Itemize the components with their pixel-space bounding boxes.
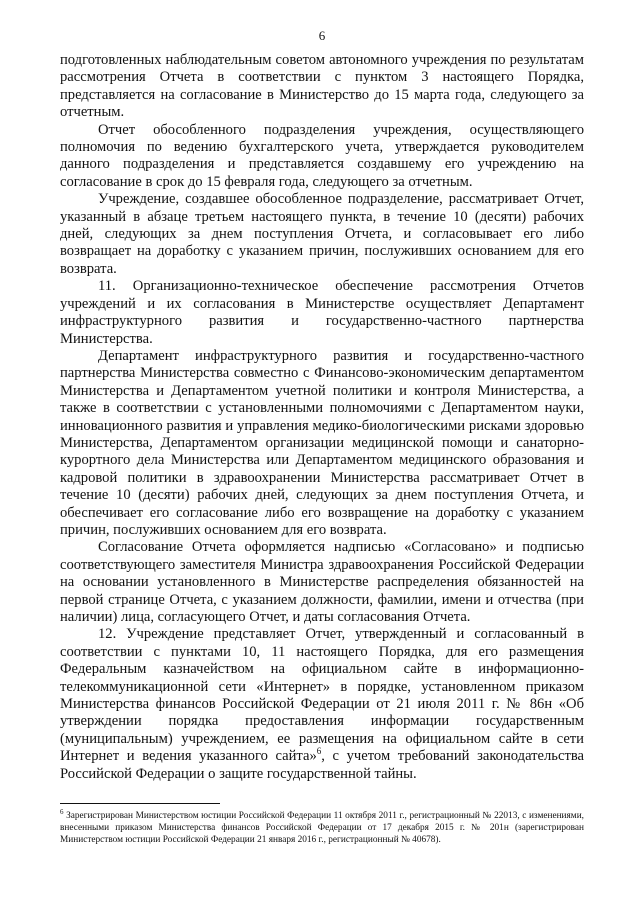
- paragraph-subdivision-report: Отчет обособленного подразделения учреждения, осуществляющего полномочия по ведению бухгалтерского учета, утверждается руководителем данного подразделения и представляется создавшему его учреждению на согласование в срок до 15 февраля года, следующего за отчетным.: [60, 121, 584, 190]
- paragraph-approval-inscription: Согласование Отчета оформляется надписью «Согласовано» и подписью соответствующего заместителя Министра здравоохранения Российской Федерации на основании установленного в Министерстве распределения обязанностей на первой странице Отчета, с указанием должности, фамилии, имени и отчества (при наличии) лица, согласующего Отчет, и даты согласования Отчета.: [60, 539, 584, 625]
- page-number: 6: [318, 28, 326, 43]
- paragraph-item-12-text: 12. Учреждение представляет Отчет, утвержденный и согласованный в соответствии с пунктами 10, 11 настоящего Порядка, для его размещения Федеральным казначейством на официальном сайте в информационно-телекоммуникационной сети «Интернет» в порядке, установленном приказом Министерства финансов Российской Федерации от 21 июля 2011 г. № 86н «Об утверждении порядка предоставления информации государственным (муниципальным) учреждением, ее размещения на официальном сайте в сети Интернет и ведения указанного сайта»: [60, 626, 584, 765]
- footnote-text: Зарегистрирован Министерством юстиции Российской Федерации 11 октября 2011 г., регистрационный № 22013, с изменениями, внесенными приказом Министерства финансов Российской Федерации от 17 декабря 2015 г. № 201н (зарегистрирован Министерством юстиции Российской Федерации 21 января 2016 г., регистрационный № 40678).: [60, 811, 584, 846]
- paragraph-item-11: 11. Организационно-техническое обеспечение рассмотрения Отчетов учреждений и их согласования в Министерстве осуществляет Департамент инфраструктурного развития и государственно-частного партнерства Министерства.: [60, 278, 584, 347]
- paragraph-subdivision-review: Учреждение, создавшее обособленное подразделение, рассматривает Отчет, указанный в абзаце третьем настоящего пункта, в течение 10 (десяти) рабочих дней, следующих за днем поступления Отчета, и согласовывает его либо возвращает на доработку с указанием причин, послуживших основанием для его возврата.: [60, 191, 584, 277]
- document-body: [60, 52, 584, 783]
- paragraph-department-review: Департамент инфраструктурного развития и государственно-частного партнерства Министерства совместно с Финансово-экономическим департаментом Министерства и Департаментом учетной политики и контроля Министерства, а также в соответствии с установленными полномочиями с Департаментом науки, инновационного развития и управления медико-биологическими рисками здоровью Министерства, Департаментом организации медицинской помощи и санаторно-курортного дела Министерства или Департаментом медицинского образования и кадровой политики в здравоохранении Министерства рассматривает Отчет в течение 10 (десяти) рабочих дней, следующих за днем поступления Отчета, и обеспечивает его согласование либо его возвращение на доработку с указанием причин, послуживших основанием для его возврата.: [60, 347, 584, 538]
- paragraph-item-12: [60, 626, 584, 783]
- paragraph-continuation: подготовленных наблюдательным советом автономного учреждения по результатам рассмотрения Отчета в соответствии с пунктом 3 настоящего Порядка, представляется на согласование в Министерство до 15 марта года, следующего за отчетным.: [60, 52, 584, 121]
- footnote-mark: 6: [60, 807, 64, 816]
- footnote: [60, 807, 584, 846]
- paragraph-item-12-tail: , с учетом требований законодательства Российской Федерации о защите государственной тайны.: [60, 748, 584, 782]
- footnote-separator: [60, 803, 220, 804]
- footnote-reference[interactable]: 6: [316, 746, 322, 757]
